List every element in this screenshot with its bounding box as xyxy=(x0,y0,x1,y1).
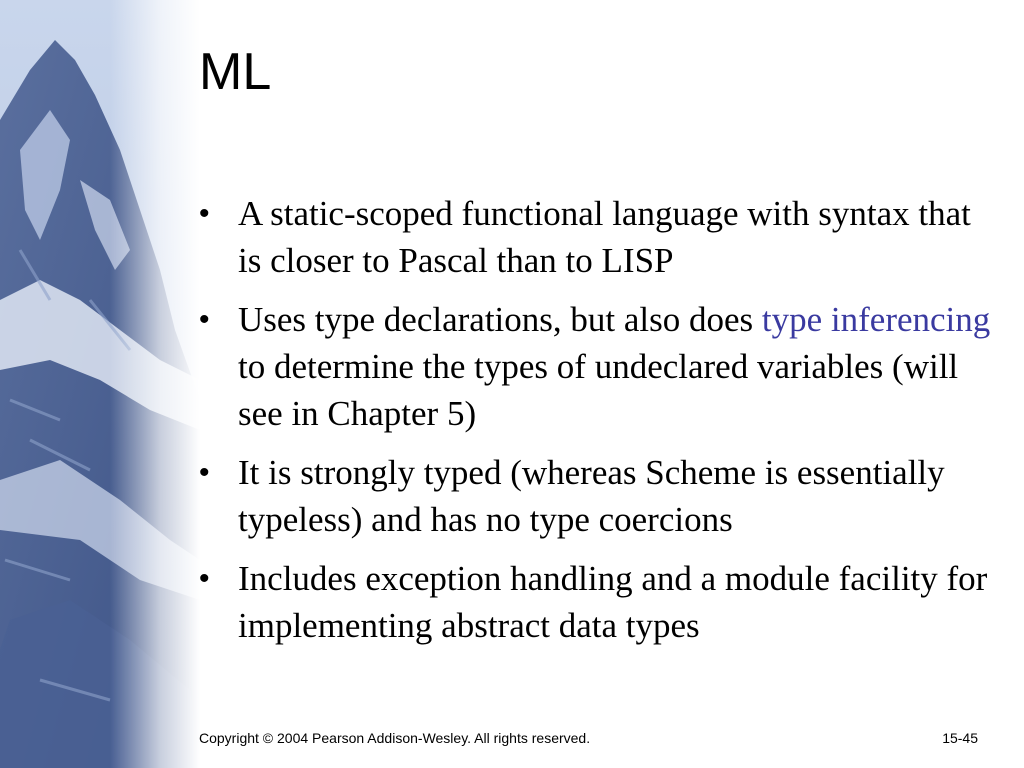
bullet-item xyxy=(199,190,999,284)
bullet-dot-icon: • xyxy=(199,197,210,230)
bullet-item xyxy=(199,555,999,649)
highlighted-term: type inferencing xyxy=(761,300,991,339)
slide-title: ML xyxy=(199,43,272,101)
bullet-dot-icon: • xyxy=(199,456,210,489)
bullet-item xyxy=(199,296,999,437)
bullet-dot-icon: • xyxy=(199,562,210,595)
bullet-item xyxy=(199,449,999,543)
mountain-background-image xyxy=(0,0,200,768)
bullet-text: It is strongly typed (whereas Scheme is essentially typeless) and has no type coercions xyxy=(238,453,945,539)
bullet-dot-icon: • xyxy=(199,303,210,336)
footer-copyright: Copyright © 2004 Pearson Addison-Wesley. All rights reserved. xyxy=(199,730,591,746)
bullet-list xyxy=(199,190,999,661)
bullet-text: Includes exception handling and a module facility for implementing abstract data types xyxy=(238,559,988,645)
bullet-text: Uses type declarations, but also does xyxy=(238,300,762,339)
bullet-text: to determine the types of undeclared variables (will see in Chapter 5) xyxy=(238,347,959,433)
page-number: 15-45 xyxy=(942,730,978,746)
bullet-text: A static-scoped functional language with syntax that is closer to Pascal than to LISP xyxy=(238,194,971,280)
